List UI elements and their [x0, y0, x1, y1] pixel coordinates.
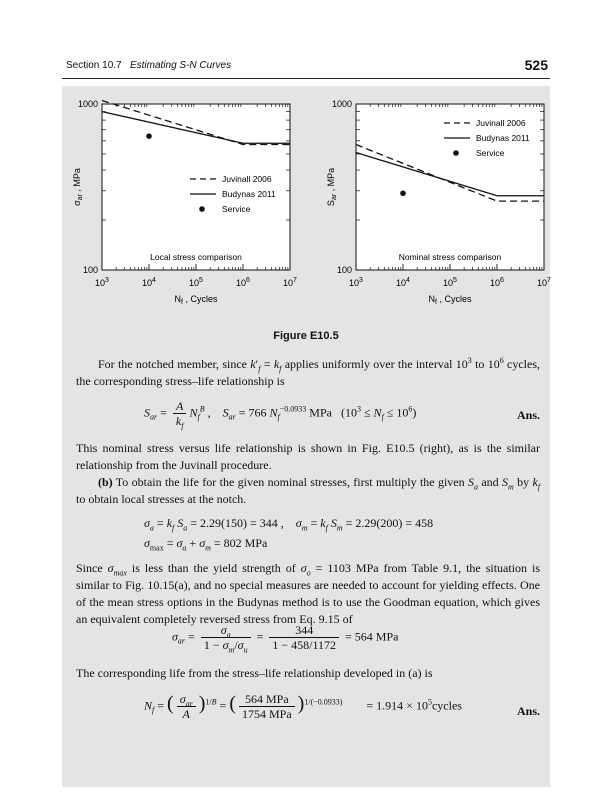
- legend-label: Budynas 2011: [476, 133, 530, 143]
- plot-area: [356, 104, 544, 270]
- x-tick-label: $10^7$: [283, 277, 297, 288]
- chart-local-stress: [66, 96, 297, 306]
- section-title: Estimating S-N Curves: [129, 60, 232, 71]
- x-tick-label: $10^5$: [189, 277, 203, 288]
- legend-label: Juvinall 2006: [476, 118, 526, 128]
- y-axis-label: $\sigma_{ar}$ , MPa: [72, 168, 84, 206]
- chart-svg: [66, 96, 297, 306]
- figure-caption: Figure E10.5: [273, 330, 339, 342]
- legend-label: Budynas 2011: [222, 189, 276, 199]
- chart-inner-caption: Nominal stress comparison: [398, 252, 502, 262]
- equation-2: $\sigma_a = k_f$ $S_a = 2.29(150) = 344$ , $\sigma_m = k_f$ $S_m = 2.29(200) = 458$: [144, 516, 434, 533]
- answer-marker-1: Ans.: [516, 408, 540, 422]
- y-tick-label: 100: [336, 265, 352, 275]
- plot-area: [102, 104, 290, 270]
- example-box: [62, 86, 550, 787]
- legend-marker: [199, 206, 205, 212]
- service-point: [400, 190, 406, 196]
- chart-inner-caption: Local stress comparison: [150, 252, 242, 262]
- section-label: Section 10.7 Estimating S-N Curves: [66, 60, 232, 71]
- page-header: [62, 58, 550, 78]
- equation-4: $\sigma_{ar}$ = $\frac{\sigma_a}{1 - \sigma_m/\sigma_u}$ = $\frac{344}{1 - 458/1172}$ = 564 MPa: [172, 623, 399, 655]
- x-axis-label: $N_f$ , Cycles: [428, 294, 472, 306]
- y-tick-label: 100: [82, 265, 98, 275]
- paragraph-4: Since $\sigma_{max}$ is less than the yield strength of $\sigma_o = 1103$ MPa from Table 9.1, the situation is similar to Fig. 10.15(a), and no special measures are needed to account for yielding effects. One of the mean stress options in the Budynas method is to use the Goodman equation, which gives an equivalent completely reversed stress from Eq. 9.15 of: [76, 561, 541, 626]
- x-tick-label: $10^6$: [236, 277, 250, 288]
- answer-marker-2: Ans.: [516, 704, 540, 718]
- x-tick-label: $10^3$: [95, 277, 109, 288]
- equation-3: $\sigma_{max} = \sigma_a + \sigma_m = 802$ MPa: [144, 536, 268, 553]
- paragraph-5: The corresponding life from the stress–life relationship developed in (a) is: [76, 666, 433, 680]
- paragraph-2: This nominal stress versus life relationship is shown in Fig. E10.5 (right), as is the similar relationship from the Juvinall procedure.: [76, 441, 540, 472]
- paragraph-1: For the notched member, since $k'_f = k_f$ applies uniformly over the interval $10^3$ to $10^6$ cycles, the corresponding stress–life relationship is: [76, 356, 540, 388]
- page-number: 525: [524, 57, 548, 73]
- x-tick-label: $10^7$: [537, 277, 551, 288]
- x-tick-label: $10^4$: [142, 277, 156, 288]
- legend-label: Service: [222, 204, 251, 214]
- y-axis-label: $S_{ar}$ , MPa: [326, 167, 338, 207]
- x-tick-label: $10^6$: [490, 277, 504, 288]
- equation-5: $N_f$ = ( $\frac{\sigma_{ar}}{A}$ )$^{1/B}$ = ( $\frac{\text{564 MPa}}{\text{1754 MPa}}$ )$^{1/(-0.0933)}$ = $1.914 \times 10^5cycles$: [144, 692, 462, 721]
- equation-1: $S_{ar}$ = $\frac{A}{k_f}$ $N_f^B$ , $S_{ar} = 766$ $N_f^{-0.0933}$ MPa $(10^3 \le N_f \le 10^6)$: [144, 399, 417, 431]
- header-rule: [62, 78, 550, 79]
- x-tick-label: $10^5$: [443, 277, 457, 288]
- chart-nominal-stress: [320, 96, 551, 306]
- paragraph-3: (b) To obtain the life for the given nominal stresses, first multiply the given $S_a$ and $S_m$ by $k_f$ to obtain local stresses at the notch.: [76, 475, 541, 506]
- legend-label: Juvinall 2006: [222, 174, 272, 184]
- x-tick-label: $10^3$: [349, 277, 363, 288]
- x-tick-label: $10^4$: [396, 277, 410, 288]
- x-axis-label: $N_f$ , Cycles: [174, 294, 218, 306]
- legend-label: Service: [476, 148, 505, 158]
- chart-svg: [320, 96, 551, 306]
- y-tick-label: 1000: [77, 99, 98, 109]
- legend-marker: [453, 150, 459, 156]
- y-tick-label: 1000: [331, 99, 352, 109]
- service-point: [146, 133, 152, 139]
